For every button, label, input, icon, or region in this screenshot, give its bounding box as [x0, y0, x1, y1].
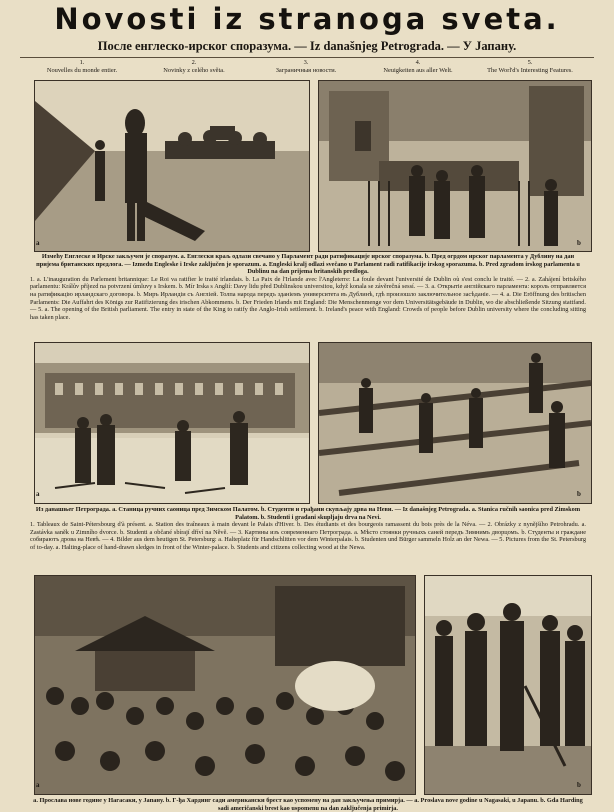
caption-block-3	[30, 797, 586, 812]
language-number: 1.	[79, 59, 85, 66]
photo-label: a	[36, 490, 40, 498]
language-text: Заграничныя новости.	[275, 67, 337, 74]
page-title: Novosti iz stranoga sveta.	[54, 2, 560, 36]
language-number: 2.	[191, 59, 197, 66]
language-label-french	[22, 59, 142, 75]
page-subtitle: После енглеско-ирског споразума. — Iz današnjeg Petrograda. — У Јапану.	[97, 39, 517, 53]
language-label-russian	[246, 59, 366, 75]
photo-king-procession	[34, 80, 310, 252]
photo-label: b	[577, 781, 581, 789]
caption-lead: Измећу Енглеске и Ирске закључен је споразум. а. Енглески краљ одлази свечано у Парламент ради ратификације ирског споразума. b. Пред огрдом ирског парламента у Дублину на дан пријема британских предлога. — Između Engleske i Irske zaključen je sporazum. a. Engleski kralj odlazi svečano u Parlament radi ratifikacije irskog sporazuma. b. Pred zgradom irskog parlamenta u Dublinu na dan prijema britanskih predloga.	[36, 253, 580, 276]
photo-tree-planting	[424, 575, 592, 795]
caption-text: 1. Tableaux de Saint-Pétersbourg d'à présent. a. Station des traîneaux à main devant le Palais d'Hiver. b. Des étudiants et des bourgeois ramassent du bois près de la Néva. — 2. Obrázky z nynějšího Petrohradu. a. Zastávka saněk u Zimního dvorce. b. Studenti a občané sbírají dříví na Něvě. — 3. Картины изъ современнаго Петрограда. а. Мѣсто стоянки ручныхъ саней передъ Зимнимъ дворцомъ. b. Студенты и граждане собираютъ дрова на Невѣ. — 4. Bilder aus dem heutigen St. Petersburg: a. Halteplatz für Handschlitten vor dem Winterpalais. b. Studenten und Bürger sammeln Holz an der Newa. — 5. Pictures from the St. Petersburg of to-day. a. Halting-place of hand-drawn sledges in front of the Winter-palace. b. Students and citizens collecting wood at the Newa.	[30, 521, 586, 551]
photo-sledge-station	[34, 342, 310, 504]
language-text: Nouvelles du monde entier.	[46, 67, 118, 74]
caption-text: 1. a. L'inauguration du Parlement britannique: Le Roi va ratifier le traité irlandais. b. La Paix de l'Irlande avec l'Angleterre: La foule devant l'université de Dublin où s'est conclu le traité. — 2. a. Zahájení britského parlamentu: Králův příjezd na potvrzení úmluvy s Irskem. b. Mír Irska s Anglií: Davy lidu před Dublinskou universitou, když konala se závěrečná sessí. — 3. а. Открытіе англійскаго парламента: король отправляется на ратификацію ирландскаго договора. b. Миръ Ирландіи съ Англіей. Толпа народа передъ зданіемъ университета въ Дублинѣ, гдѣ произошло заключительное засѣданіе. — 4. a. Die Eröffnung des britischen Parlaments: Die Auffahrt des Königs zur Ratifizierung des irischen Abkommens. b. Der Frieden Irlands mit England: Die Menschenmenge vor dem Universitätsgebäude in Dublin, wo die abschließende Sitzung stattfand. — 5. a. The opening of the British parliament. The entry in state of the King to ratify the Anglo-Irish settlement. b. Ireland's peace with England: Crowds of people before Dublin university where the concluding sitting has taken place.	[30, 275, 586, 321]
photo-nagasaki-crowd	[34, 575, 416, 795]
language-text: Novinky z celého světa.	[163, 67, 225, 74]
photo-label: b	[577, 490, 581, 498]
photo-label: b	[577, 239, 581, 247]
language-label-german	[358, 59, 478, 75]
language-text: Neuigkeiten aus aller Welt.	[383, 67, 453, 74]
language-row	[22, 59, 592, 79]
language-label-english	[470, 59, 590, 75]
photo-dublin-crowd	[318, 80, 592, 252]
photo-label: a	[36, 239, 40, 247]
language-text: The Worl'd's Interesting Features.	[487, 67, 573, 74]
photo-wood-collection	[318, 342, 592, 504]
language-number: 3.	[303, 59, 309, 66]
caption-block-1	[30, 253, 586, 321]
language-number: 4.	[415, 59, 421, 66]
photo-label: a	[36, 781, 40, 789]
language-number: 5.	[527, 59, 533, 66]
caption-lead: а. Прослава нове године у Нагасаки, у Јапану. b. Г-ђа Хардинг сади американски брест као успомену на дан закључења примирја. — a. Proslava nove godine u Nagasaki, u Japanu. b. Gđa Harding sadi američanski brest kao uspomenu na dan zaključenja primirja.	[33, 797, 583, 812]
caption-lead: Из данашњег Петрограда. а. Станица ручних саоница пред Зимском Палатом. b. Студенти и грађани скупљају дрва на Неви. — Iz današnjeg Petrograda. a. Stanica ručnih saonica pred Zimskom Palatom. b. Studenti i građani skupljaju drva na Nevi.	[35, 506, 581, 521]
language-label-czech	[134, 59, 254, 75]
header-rule	[20, 57, 594, 58]
caption-block-2	[30, 506, 586, 552]
